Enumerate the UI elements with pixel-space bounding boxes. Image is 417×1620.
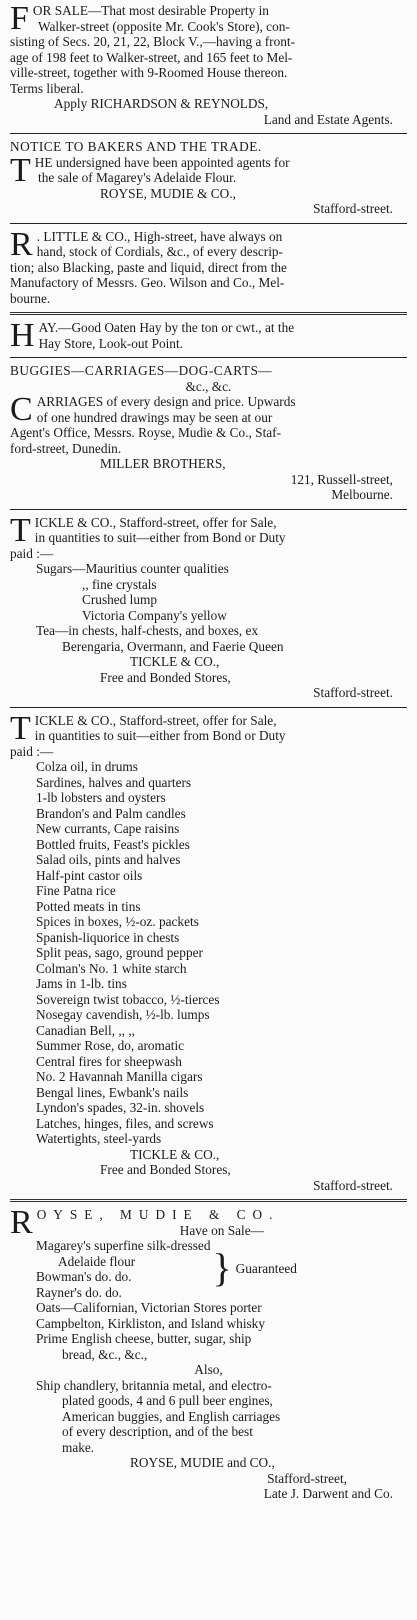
ad-line: in quantities to suit—either from Bond or Duty [34, 728, 286, 743]
drop-cap: T [10, 511, 31, 549]
drop-cap: H [10, 317, 35, 354]
list-item: Colza oil, in drums [36, 759, 138, 774]
list-item: Salad oils, pints and halves [36, 852, 181, 867]
ad-line: age of 198 feet to Walker-street, and 165 feet to Mel- [10, 49, 293, 65]
list-item: 1-lb lobsters and oysters [36, 790, 166, 805]
ad-line: paid :— [10, 545, 54, 561]
list-item: Tea—in chests, half-chests, and boxes, ex [36, 623, 259, 638]
ad-line: hand, stock of Cordials, &c., of every descrip- [36, 244, 283, 259]
ad-subheading: Have on Sale— [179, 1222, 264, 1238]
list-item: Colman's No. 1 white starch [36, 960, 187, 976]
ad-line: bread, &c., &c., [62, 1346, 148, 1362]
ad-line: tion; also Blacking, paste and liquid, direct from the [10, 259, 287, 275]
drop-cap: R [10, 1204, 33, 1241]
list-item: Canadian Bell, ,, ,, [36, 1022, 135, 1038]
ad-subheading: &c., &c. [185, 378, 232, 394]
list-item: Magarey's superfine silk-dressed [36, 1238, 211, 1253]
tickle-advert-groceries [10, 709, 407, 1194]
drop-cap: C [10, 391, 33, 428]
divider [10, 133, 407, 134]
list-item: Sugars—Mauritius counter qualities [36, 561, 229, 576]
guaranteed-label: Guaranteed [235, 1261, 297, 1277]
ad-line: paid :— [10, 743, 54, 759]
ad-agents: Land and Estate Agents. [263, 111, 393, 127]
list-item: Bengal lines, Ewbank's nails [36, 1084, 189, 1100]
drop-cap: T [10, 151, 31, 189]
notice-heading: NOTICE TO BAKERS AND THE TRADE. [10, 139, 262, 154]
ad-line: ARRIAGES of every design and price. Upwards [36, 394, 296, 409]
drop-cap: T [10, 709, 31, 747]
ad-line: the sale of Magarey's Adelaide Flour. [38, 170, 237, 185]
ad-signature-stores: Free and Bonded Stores, [100, 669, 231, 685]
ad-line: . LITTLE & CO., High-street, have always on [36, 228, 283, 244]
list-item: Fine Patna rice [36, 883, 116, 898]
ad-signature-address: Stafford-street. [313, 685, 393, 700]
list-item: Brandon's and Palm candles [36, 805, 186, 821]
list-item: Split peas, sago, ground pepper [36, 945, 203, 960]
bakers-notice [10, 139, 407, 217]
list-item: Central fires for sheepwash [36, 1053, 182, 1069]
ad-line: bourne. [10, 290, 51, 306]
ad-signature-address: Stafford-street. [313, 201, 393, 216]
ad-line: Hay Store, Look-out Point. [38, 335, 183, 351]
drop-cap: F [10, 0, 29, 37]
list-item: Jams in 1-lb. tins [36, 976, 127, 991]
for-sale-advert [10, 0, 407, 127]
list-item: No. 2 Havannah Manilla cigars [36, 1069, 203, 1084]
brace-glyph: } [212, 1245, 232, 1290]
list-item: ,, fine crystals [82, 576, 157, 592]
list-item: New currants, Cape raisins [36, 821, 180, 836]
list-item: Berengaria, Overmann, and Faerie Queen [62, 638, 284, 654]
ad-line: plated goods, 4 and 6 pull beer engines, [62, 1393, 273, 1408]
divider [10, 509, 407, 510]
ad-line: of one hundred drawings may be seen at our [36, 409, 273, 425]
ad-signature-city: Melbourne. [331, 487, 393, 502]
ad-signature-address: Stafford-street, [267, 1470, 347, 1486]
divider [10, 707, 407, 708]
list-item: Nosegay cavendish, ½-lb. lumps [36, 1007, 210, 1022]
ad-line: Walker-street (opposite Mr. Cook's Store), con- [38, 18, 290, 34]
ad-line: Oats—Californian, Victorian Stores porter [36, 1300, 262, 1315]
drop-cap: R [10, 225, 33, 263]
tickle-advert-sugars [10, 511, 407, 701]
list-item: Watertights, steel-yards [36, 1131, 162, 1146]
ad-signature: ROYSE, MUDIE & CO., [100, 185, 236, 201]
list-item: Bottled fruits, Feast's pickles [36, 836, 190, 852]
list-item: Adelaide flour [58, 1253, 136, 1269]
list-item: Latches, hinges, files, and screws [36, 1115, 214, 1131]
buggies-advert [10, 363, 407, 503]
ad-signature-late: Late J. Darwent and Co. [263, 1486, 393, 1501]
ad-line: Manufactory of Messrs. Geo. Wilson and Co., Mel- [10, 275, 285, 290]
ad-line: Terms liberal. [10, 80, 84, 96]
ad-line: HE undersigned have been appointed agents for [34, 154, 290, 170]
divider [10, 223, 407, 224]
ad-apply: Apply RICHARDSON & REYNOLDS, [54, 96, 269, 111]
list-item: Crushed lump [82, 592, 157, 607]
ad-signature: MILLER BROTHERS, [100, 456, 226, 471]
ad-signature-address: Stafford-street. [313, 1177, 393, 1193]
ad-line: Campbelton, Kirkliston, and Island whisky [36, 1315, 265, 1331]
list-item: Sovereign twist tobacco, ½-tierces [36, 991, 220, 1007]
list-item: Summer Rose, do, aromatic [36, 1038, 185, 1053]
little-advert [10, 225, 407, 307]
ad-signature-address: 121, Russell-street, [290, 471, 393, 487]
ad-line: of every description, and of the best [62, 1424, 253, 1439]
ad-line: Prime English cheese, butter, sugar, ship [36, 1331, 252, 1346]
ad-line: OR SALE—That most desirable Property in [32, 3, 269, 18]
ad-line: Agent's Office, Messrs. Royse, Mudie & Co., Staf- [10, 425, 282, 440]
ad-line: Ship chandlery, britannia metal, and electro- [36, 1377, 272, 1393]
divider [10, 1199, 407, 1202]
ad-heading: BUGGIES—CARRIAGES—DOG-CARTS— [10, 363, 273, 378]
hay-advert [10, 317, 407, 354]
list-item: Sardines, halves and quarters [36, 774, 192, 790]
list-item: Potted meats in tins [36, 898, 141, 914]
royse-mudie-advert [10, 1204, 407, 1502]
ad-heading: OYSE, MUDIE & CO. [36, 1207, 280, 1222]
ad-line: ICKLE & CO., Stafford-street, offer for Sale, [34, 712, 277, 728]
ad-line: sisting of Secs. 20, 21, 22, Block V.,—having a front- [10, 34, 296, 49]
list-item: Spices in boxes, ½-oz. packets [36, 914, 199, 929]
ad-signature-stores: Free and Bonded Stores, [100, 1162, 231, 1177]
divider [10, 357, 407, 358]
list-item: Half-pint castor oils [36, 867, 143, 883]
list-item: Rayner's do. do. [36, 1284, 122, 1300]
ad-line: American buggies, and English carriages [62, 1408, 281, 1424]
divider [10, 312, 407, 315]
ad-signature: ROYSE, MUDIE and CO., [130, 1455, 275, 1470]
item-list [10, 759, 407, 1147]
list-item: Spanish-liquorice in chests [36, 929, 180, 945]
ad-line: make. [62, 1439, 95, 1455]
ad-line: AY.—Good Oaten Hay by the ton or cwt., at the [38, 320, 295, 335]
list-item: Bowman's do. do. [36, 1269, 132, 1284]
list-item: Victoria Company's yellow [82, 607, 227, 623]
ad-line: in quantities to suit—either from Bond or Duty [34, 530, 286, 545]
ad-line: ICKLE & CO., Stafford-street, offer for Sale, [34, 514, 277, 530]
ad-line: Also, [194, 1362, 223, 1377]
ad-signature: TICKLE & CO., [130, 1146, 220, 1162]
ad-signature: TICKLE & CO., [130, 654, 220, 669]
ad-line: ford-street, Dunedin. [10, 440, 122, 456]
guaranteed-flour-group [10, 1238, 407, 1300]
ad-line: ville-street, together with 9-Roomed House thereon. [10, 65, 288, 80]
list-item: Lyndon's spades, 32-in. shovels [36, 1100, 205, 1115]
